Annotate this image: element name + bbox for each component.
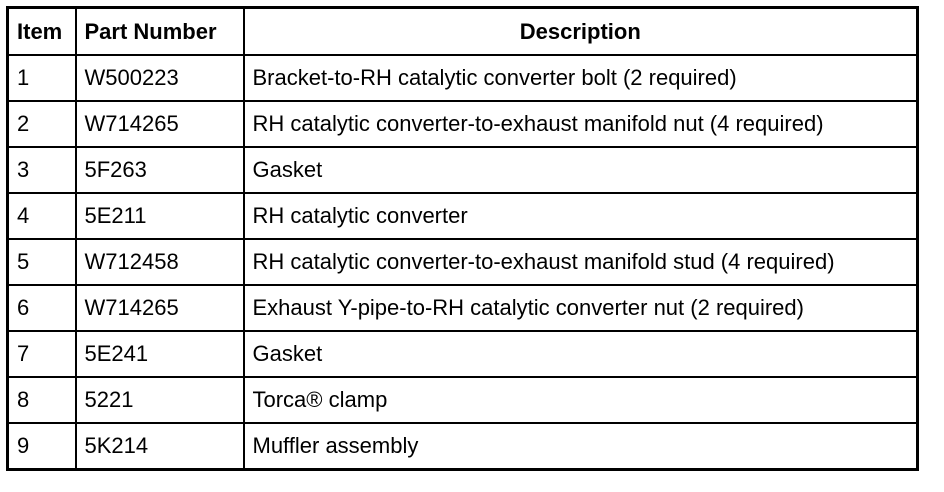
table-row bbox=[8, 331, 918, 377]
table-row bbox=[8, 101, 918, 147]
cell-item: 6 bbox=[8, 285, 76, 331]
cell-part-number: 5K214 bbox=[76, 423, 244, 470]
cell-part-number: W714265 bbox=[76, 101, 244, 147]
cell-item: 7 bbox=[8, 331, 76, 377]
column-header-part-number: Part Number bbox=[76, 8, 244, 56]
cell-item: 5 bbox=[8, 239, 76, 285]
table-row bbox=[8, 193, 918, 239]
cell-part-number: W714265 bbox=[76, 285, 244, 331]
table-row bbox=[8, 147, 918, 193]
cell-description: RH catalytic converter bbox=[244, 193, 918, 239]
cell-part-number: 5E241 bbox=[76, 331, 244, 377]
cell-part-number: W712458 bbox=[76, 239, 244, 285]
column-header-description: Description bbox=[244, 8, 918, 56]
cell-item: 3 bbox=[8, 147, 76, 193]
column-header-item: Item bbox=[8, 8, 76, 56]
table-row bbox=[8, 423, 918, 470]
table-row bbox=[8, 285, 918, 331]
table-row bbox=[8, 377, 918, 423]
cell-description: RH catalytic converter-to-exhaust manifold nut (4 required) bbox=[244, 101, 918, 147]
table-row bbox=[8, 239, 918, 285]
cell-item: 8 bbox=[8, 377, 76, 423]
cell-item: 1 bbox=[8, 55, 76, 101]
cell-description: RH catalytic converter-to-exhaust manifold stud (4 required) bbox=[244, 239, 918, 285]
cell-item: 2 bbox=[8, 101, 76, 147]
cell-description: Muffler assembly bbox=[244, 423, 918, 470]
parts-table bbox=[6, 6, 919, 471]
cell-part-number: W500223 bbox=[76, 55, 244, 101]
cell-item: 4 bbox=[8, 193, 76, 239]
table-header-row bbox=[8, 8, 918, 56]
cell-part-number: 5F263 bbox=[76, 147, 244, 193]
cell-part-number: 5221 bbox=[76, 377, 244, 423]
cell-description: Gasket bbox=[244, 331, 918, 377]
cell-description: Torca® clamp bbox=[244, 377, 918, 423]
cell-part-number: 5E211 bbox=[76, 193, 244, 239]
cell-description: Bracket-to-RH catalytic converter bolt (2 required) bbox=[244, 55, 918, 101]
table-row bbox=[8, 55, 918, 101]
cell-description: Gasket bbox=[244, 147, 918, 193]
cell-item: 9 bbox=[8, 423, 76, 470]
cell-description: Exhaust Y-pipe-to-RH catalytic converter nut (2 required) bbox=[244, 285, 918, 331]
